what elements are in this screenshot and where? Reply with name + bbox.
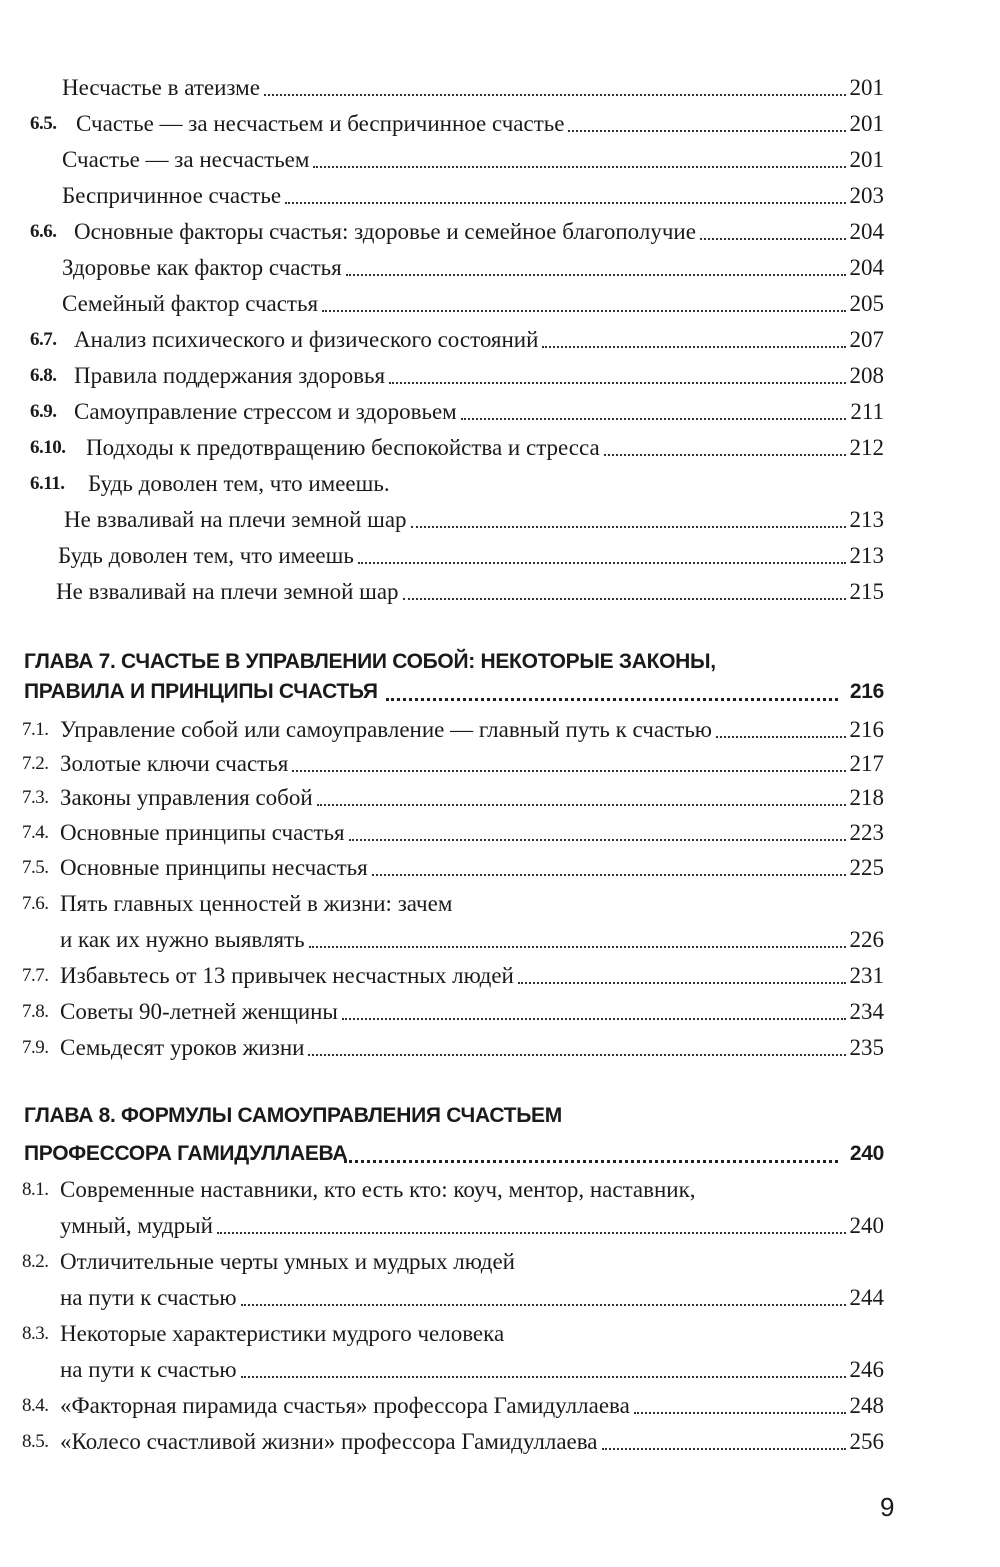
chapter-8-heading-line2 (24, 1136, 884, 1172)
entry-number: 6.5. (30, 113, 57, 134)
entry-number: 7.9. (22, 1037, 49, 1058)
entry-number: 8.1. (22, 1179, 49, 1200)
entry-page: 217 (849, 751, 884, 776)
entry-title: Анализ психического и физического состояний (74, 327, 539, 352)
dot-leader (604, 430, 846, 456)
toc-entry (0, 250, 1000, 286)
toc-entry (0, 1352, 1000, 1388)
entry-page: 211 (850, 399, 884, 424)
toc-entry (0, 286, 1000, 322)
entry-page: 204 (849, 255, 884, 280)
entry-title: Самоуправление стрессом и здоровьем (74, 399, 457, 424)
entry-number: 7.5. (22, 857, 49, 878)
toc-entry (0, 70, 1000, 106)
entry-number: 7.6. (22, 893, 49, 914)
entry-page: 234 (849, 999, 884, 1024)
entry-title: на пути к счастью (60, 1285, 237, 1310)
entry-number: 7.8. (22, 1001, 49, 1022)
dot-leader (346, 250, 846, 276)
chapter-7-page: 216 (849, 680, 884, 703)
chapter-8-page: 240 (849, 1142, 884, 1165)
dot-leader (317, 780, 846, 806)
dot-leader (322, 286, 845, 312)
entry-number: 6.8. (30, 365, 57, 386)
entry-page: 212 (849, 435, 884, 460)
entry-page: 240 (849, 1213, 884, 1238)
dot-leader (309, 922, 846, 948)
dot-leader (241, 1352, 846, 1378)
toc-entry (0, 1388, 1000, 1424)
entry-page: 204 (849, 219, 884, 244)
entry-page: 226 (849, 927, 884, 952)
entry-number: 8.5. (22, 1431, 49, 1452)
entry-number: 7.7. (22, 965, 49, 986)
dot-leader (634, 1388, 846, 1414)
toc-entry (0, 1208, 1000, 1244)
dot-leader (700, 214, 846, 240)
chapter-8-heading-line1: ГЛАВА 8. ФОРМУЛЫ САМОУПРАВЛЕНИЯ СЧАСТЬЕМ (24, 1104, 562, 1127)
toc-entry (0, 106, 1000, 142)
toc-entry (0, 1280, 1000, 1316)
toc-entry (0, 958, 1000, 994)
dot-leader (568, 106, 845, 132)
dot-leader (602, 1424, 846, 1450)
toc-entry (0, 214, 1000, 250)
dot-leader (313, 142, 845, 168)
entry-number: 7.1. (22, 719, 49, 740)
chapter-8-leader (344, 1136, 838, 1163)
entry-number: 6.6. (30, 221, 57, 242)
chapter-7-leader (386, 674, 838, 701)
entry-page: 208 (849, 363, 884, 388)
entry-title: на пути к счастью (60, 1357, 237, 1382)
dot-leader (389, 358, 845, 384)
entry-number: 8.4. (22, 1395, 49, 1416)
entry-title: «Колесо счастливой жизни» профессора Гамидуллаева (60, 1429, 598, 1454)
entry-title: Основные принципы счастья (60, 820, 345, 845)
entry-title: Семейный фактор счастья (62, 291, 319, 316)
dot-leader (292, 746, 845, 772)
entry-page: 248 (849, 1393, 884, 1418)
toc-entry (0, 850, 1000, 886)
entry-page: 203 (849, 183, 884, 208)
entry-page: 244 (849, 1285, 884, 1310)
entry-page: 223 (849, 820, 884, 845)
dot-leader (264, 70, 846, 96)
entry-page: 231 (849, 963, 884, 988)
entry-title: Беспричинное счастье (62, 183, 282, 208)
toc-entry (0, 1030, 1000, 1066)
entry-number: 7.3. (22, 787, 49, 808)
toc-entry (0, 394, 1000, 430)
dot-leader (342, 994, 846, 1020)
entry-title: Основные принципы несчастья (60, 855, 368, 880)
entry-page: 246 (849, 1357, 884, 1382)
entry-title: и как их нужно выявлять (60, 927, 305, 952)
entry-number: 7.4. (22, 822, 49, 843)
entry-title: Несчастье в атеизме (62, 75, 260, 100)
entry-page: 205 (849, 291, 884, 316)
entry-title: Будь доволен тем, что имеешь. (88, 471, 390, 496)
toc-entry (0, 574, 1000, 610)
entry-page: 218 (849, 785, 884, 810)
dot-leader (241, 1280, 846, 1306)
entry-page: 215 (849, 579, 884, 604)
toc-entry (0, 886, 1000, 922)
entry-title: Здоровье как фактор счастья (62, 255, 342, 280)
entry-page: 207 (849, 327, 884, 352)
entry-title: Основные факторы счастья: здоровье и семейное благополучие (74, 219, 696, 244)
entry-title: Счастье — за несчастьем и беспричинное счастье (76, 111, 565, 136)
entry-page: 201 (849, 75, 884, 100)
entry-page: 213 (849, 543, 884, 568)
toc-entry (0, 502, 1000, 538)
toc-entry (0, 1316, 1000, 1352)
entry-title: Пять главных ценностей в жизни: зачем (60, 891, 453, 916)
entry-number: 6.11. (30, 473, 65, 494)
entry-title: Счастье — за несчастьем (62, 147, 310, 172)
entry-number: 7.2. (22, 753, 49, 774)
toc-entry (0, 1244, 1000, 1280)
entry-title: Не взваливай на плечи земной шар (64, 507, 407, 532)
chapter-8-heading-text: ПРОФЕССОРА ГАМИДУЛЛАЕВА (24, 1142, 348, 1165)
entry-title: Избавьтесь от 13 привычек несчастных людей (60, 963, 514, 988)
entry-number: 8.2. (22, 1251, 49, 1272)
entry-page: 235 (849, 1035, 884, 1060)
entry-title: Законы управления собой (60, 785, 313, 810)
entry-title: Подходы к предотвращению беспокойства и стресса (86, 435, 600, 460)
entry-number: 6.10. (30, 437, 66, 458)
entry-page: 256 (849, 1429, 884, 1454)
dot-leader (349, 815, 846, 841)
toc-entry (0, 712, 1000, 748)
entry-number: 6.7. (30, 329, 57, 350)
entry-title: Не взваливай на плечи земной шар (56, 579, 399, 604)
entry-number: 8.3. (22, 1323, 49, 1344)
toc-entry (0, 538, 1000, 574)
dot-leader (217, 1208, 846, 1234)
entry-page: 225 (849, 855, 884, 880)
entry-title: Правила поддержания здоровья (74, 363, 386, 388)
entry-page: 201 (849, 111, 884, 136)
dot-leader (542, 322, 845, 348)
entry-title: Золотые ключи счастья (60, 751, 289, 776)
chapter-7-heading-text: ПРАВИЛА И ПРИНЦИПЫ СЧАСТЬЯ (24, 680, 378, 703)
page-number: 9 (880, 1492, 895, 1522)
entry-title: Некоторые характеристики мудрого человека (60, 1321, 505, 1346)
entry-title: «Факторная пирамида счастья» профессора Гамидуллаева (60, 1393, 630, 1418)
dot-leader (461, 394, 847, 420)
dot-leader (285, 178, 845, 204)
entry-title: Отличительные черты умных и мудрых людей (60, 1249, 515, 1274)
entry-title: Будь доволен тем, что имеешь (58, 543, 354, 568)
dot-leader (411, 502, 846, 528)
toc-entry (0, 178, 1000, 214)
toc-entry (0, 322, 1000, 358)
toc-entry (0, 142, 1000, 178)
entry-title: Семьдесят уроков жизни (60, 1035, 305, 1060)
entry-title: умный, мудрый (60, 1213, 213, 1238)
toc-entry (0, 780, 1000, 816)
entry-title: Современные наставники, кто есть кто: коуч, ментор, наставник, (60, 1177, 696, 1202)
entry-page: 216 (849, 717, 884, 742)
entry-number: 6.9. (30, 401, 57, 422)
toc-entry (0, 358, 1000, 394)
dot-leader (308, 1030, 845, 1056)
dot-leader (358, 538, 846, 564)
dot-leader (716, 712, 846, 738)
dot-leader (372, 850, 846, 876)
chapter-7-heading-line1: ГЛАВА 7. СЧАСТЬЕ В УПРАВЛЕНИИ СОБОЙ: НЕКОТОРЫЕ ЗАКОНЫ, (24, 650, 716, 673)
toc-entry (0, 994, 1000, 1030)
entry-page: 213 (849, 507, 884, 532)
toc-entry (0, 746, 1000, 782)
dot-leader (403, 574, 846, 600)
toc-entry (0, 1172, 1000, 1208)
toc-entry (0, 1424, 1000, 1460)
toc-entry (0, 815, 1000, 851)
dot-leader (518, 958, 846, 984)
toc-entry (0, 922, 1000, 958)
entry-page: 201 (849, 147, 884, 172)
entry-title: Советы 90-летней женщины (60, 999, 338, 1024)
chapter-7-heading-line2 (24, 674, 884, 710)
toc-entry (0, 430, 1000, 466)
toc-entry (0, 466, 1000, 502)
entry-title: Управление собой или самоуправление — главный путь к счастью (60, 717, 712, 742)
